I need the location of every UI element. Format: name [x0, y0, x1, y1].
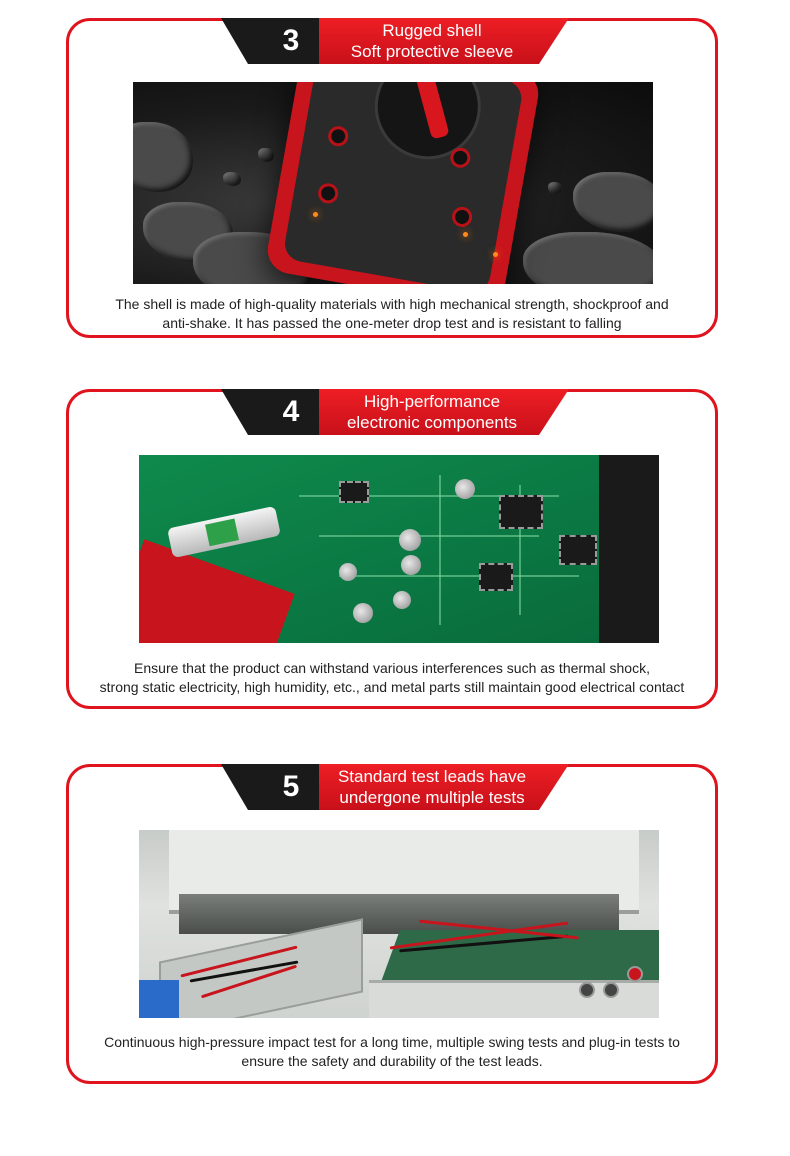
- feature-card-test-leads: [66, 764, 718, 1084]
- feature-caption: Ensure that the product can withstand various interferences such as thermal shock, strong static electricity, high humidity, etc., and metal parts still maintain good electrical contact: [99, 660, 685, 695]
- feature-number: 5: [282, 770, 300, 803]
- feature-banner: [221, 18, 569, 64]
- test-lead-machine-photo: [139, 830, 659, 1018]
- feature-banner: [221, 764, 569, 810]
- feature-title: High-performance electronic components: [346, 392, 518, 432]
- multimeter-image: [264, 82, 542, 284]
- feature-banner: [221, 389, 569, 435]
- circuit-board-photo: [139, 455, 659, 643]
- feature-title: Standard test leads have undergone multiple tests: [337, 767, 527, 807]
- feature-number: 4: [282, 395, 300, 428]
- feature-title: Rugged shell Soft protective sleeve: [350, 21, 514, 61]
- feature-number: 3: [282, 24, 300, 57]
- feature-card-electronic-components: [66, 389, 718, 709]
- feature-card-rugged-shell: [66, 18, 718, 338]
- feature-caption: Continuous high-pressure impact test for a long time, multiple swing tests and plug-in tests to ensure the safety and durability of the test leads.: [104, 1034, 680, 1069]
- multimeter-drop-photo: [133, 82, 653, 284]
- feature-caption: The shell is made of high-quality materials with high mechanical strength, shockproof and anti-shake. It has passed the one-meter drop test and is resistant to falling: [115, 296, 669, 331]
